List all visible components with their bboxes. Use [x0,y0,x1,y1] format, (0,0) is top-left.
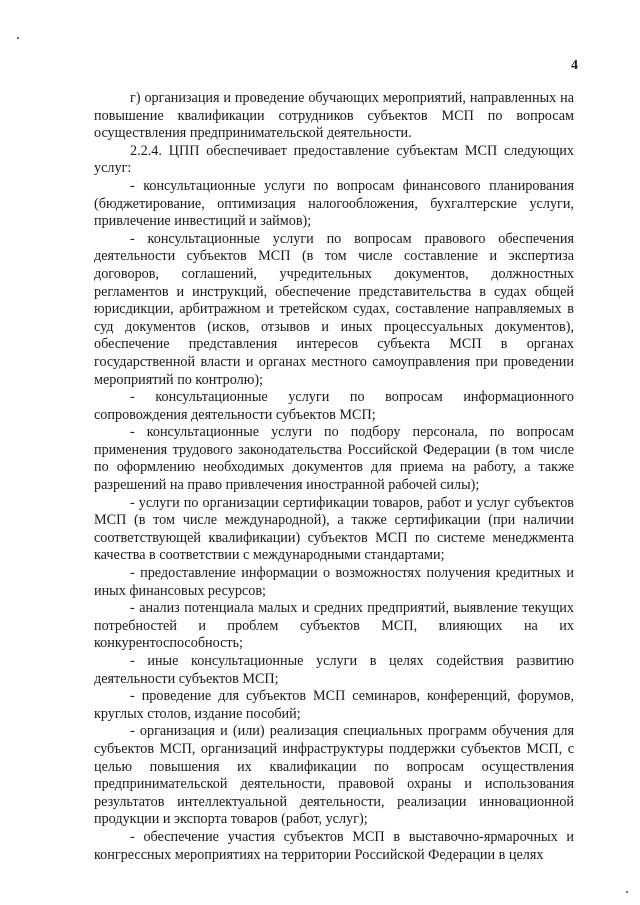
list-item: - организация и (или) реализация специальных программ обучения для субъектов МСП, организаций инфраструктуры поддержки субъектов МСП, с целью повышения их квалификации по вопросам осуществления предпринимательской деятельности, правовой охраны и использования результатов интеллектуальной деятельности, реализации инновационной продукции и экспорта товаров (работ, услуг); [94,723,574,828]
paragraph-item-g: г) организация и проведение обучающих мероприятий, направленных на повышение квалификации сотрудников субъектов МСП по вопросам осуществления предпринимательской деятельности. [94,90,574,142]
list-item: - консультационные услуги по вопросам информационного сопровождения деятельности субъектов МСП; [94,389,574,423]
list-item: - иные консультационные услуги в целях содействия развитию деятельности субъектов МСП; [94,653,574,687]
document-body [94,90,574,864]
list-item: - обеспечение участия субъектов МСП в выставочно-ярмарочных и конгрессных мероприятиях на территории Российской Федерации в целях [94,828,574,863]
scan-speck [17,37,19,39]
scan-speck [626,891,628,893]
list-item: - консультационные услуги по вопросам финансового планирования (бюджетирование, оптимизация налогообложения, бухгалтерские услуги, привлечение инвестиций и займов); [94,177,574,230]
list-item: - консультационные услуги по подбору персонала, по вопросам применения трудового законодательства Российской Федерации (в том числе по оформлению необходимых документов для приема на работу, а также разрешений на право привлечения иностранной рабочей силы); [94,424,574,494]
list-item: - услуги по организации сертификации товаров, работ и услуг субъектов МСП (в том числе международной), а также сертификации (при наличии соответствующей квалификации) субъектов МСП по системе менеджмента качества в соответствии с международными стандартами; [94,494,574,564]
list-item: - предоставление информации о возможностях получения кредитных и иных финансовых ресурсов; [94,565,574,599]
list-item: - проведение для субъектов МСП семинаров, конференций, форумов, круглых столов, издание пособий; [94,688,574,722]
paragraph-2-2-4: 2.2.4. ЦПП обеспечивает предоставление субъектам МСП следующих услуг: [94,142,574,177]
list-item: - консультационные услуги по вопросам правового обеспечения деятельности субъектов МСП (в том числе составление и экспертиза договоров, соглашений, учредительных документов, должностных регламентов и инструкций, обеспечение представительства в судах общей юрисдикции, арбитражном и третейском судах, составление направляемых в суд документов (исков, отзывов и иных процессуальных документов), обеспечение представления интересов субъекта МСП в органах государственной власти и органах местного самоуправления при проведении мероприятий по контролю); [94,230,574,388]
list-item: - анализ потенциала малых и средних предприятий, выявление текущих потребностей и проблем субъектов МСП, влияющих на их конкурентоспособность; [94,600,574,652]
page-number: 4 [571,58,578,73]
